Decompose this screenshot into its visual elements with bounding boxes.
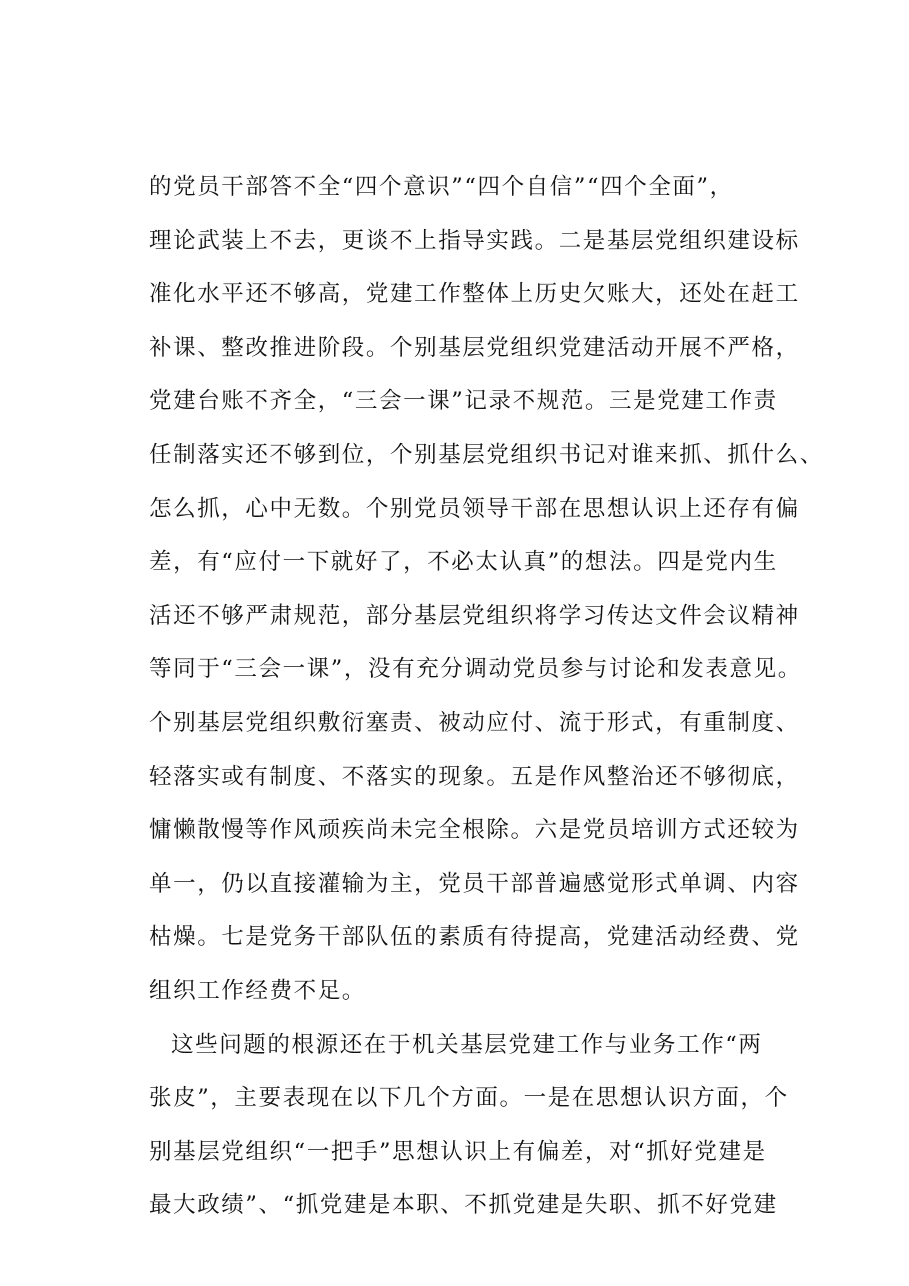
paragraph-start-line: 这些问题的根源还在于机关基层党建工作与业务工作“两 — [171, 1031, 763, 1058]
text-line: 补课、整改推进阶段。个别基层党组织党建活动开展不严格， — [149, 334, 800, 361]
body-text — [149, 161, 824, 1233]
text-line: 张皮”，主要表现在以下几个方面。一是在思想认识方面，个 — [149, 1085, 789, 1112]
text-line: 等同于“三会一课”，没有充分调动党员参与讨论和发表意见。 — [149, 656, 802, 683]
text-line: 别基层党组织“一把手”思想认识上有偏差，对“抓好党建是 — [149, 1138, 767, 1165]
text-line: 怎么抓，心中无数。个别党员领导干部在思想认识上还存有偏 — [149, 495, 800, 522]
text-line: 准化水平还不够高，党建工作整体上历史欠账大，还处在赶工 — [149, 281, 800, 308]
text-line: 任制落实还不够到位，个别基层党组织书记对谁来抓、抓什么、 — [149, 441, 824, 468]
text-line: 最大政绩”、“抓党建是本职、不抓党建是失职、抓不好党建 — [149, 1192, 778, 1219]
text-line: 党建台账不齐全，“三会一课”记录不规范。三是党建工作责 — [149, 388, 778, 415]
text-line: 差，有“应付一下就好了，不必太认真”的想法。四是党内生 — [149, 549, 778, 576]
text-line: 的党员干部答不全“四个意识”“四个自信”“四个全面”， — [149, 174, 734, 200]
text-line: 组织工作经费不足。 — [149, 977, 366, 1004]
text-line: 枯燥。七是党务干部队伍的素质有待提高，党建活动经费、党 — [149, 924, 800, 951]
text-line: 轻落实或有制度、不落实的现象。五是作风整治还不够彻底， — [149, 763, 800, 790]
text-line: 慵懒散慢等作风顽疾尚未完全根除。六是党员培训方式还较为 — [149, 817, 800, 844]
text-line: 单一，仍以直接灌输为主，党员干部普遍感觉形式单调、内容 — [149, 870, 800, 897]
text-line: 理论武装上不去，更谈不上指导实践。二是基层党组织建设标 — [149, 227, 800, 254]
text-line: 活还不够严肃规范，部分基层党组织将学习传达文件会议精神 — [149, 602, 800, 629]
text-line: 个别基层党组织敷衍塞责、被动应付、流于形式，有重制度、 — [149, 709, 800, 736]
